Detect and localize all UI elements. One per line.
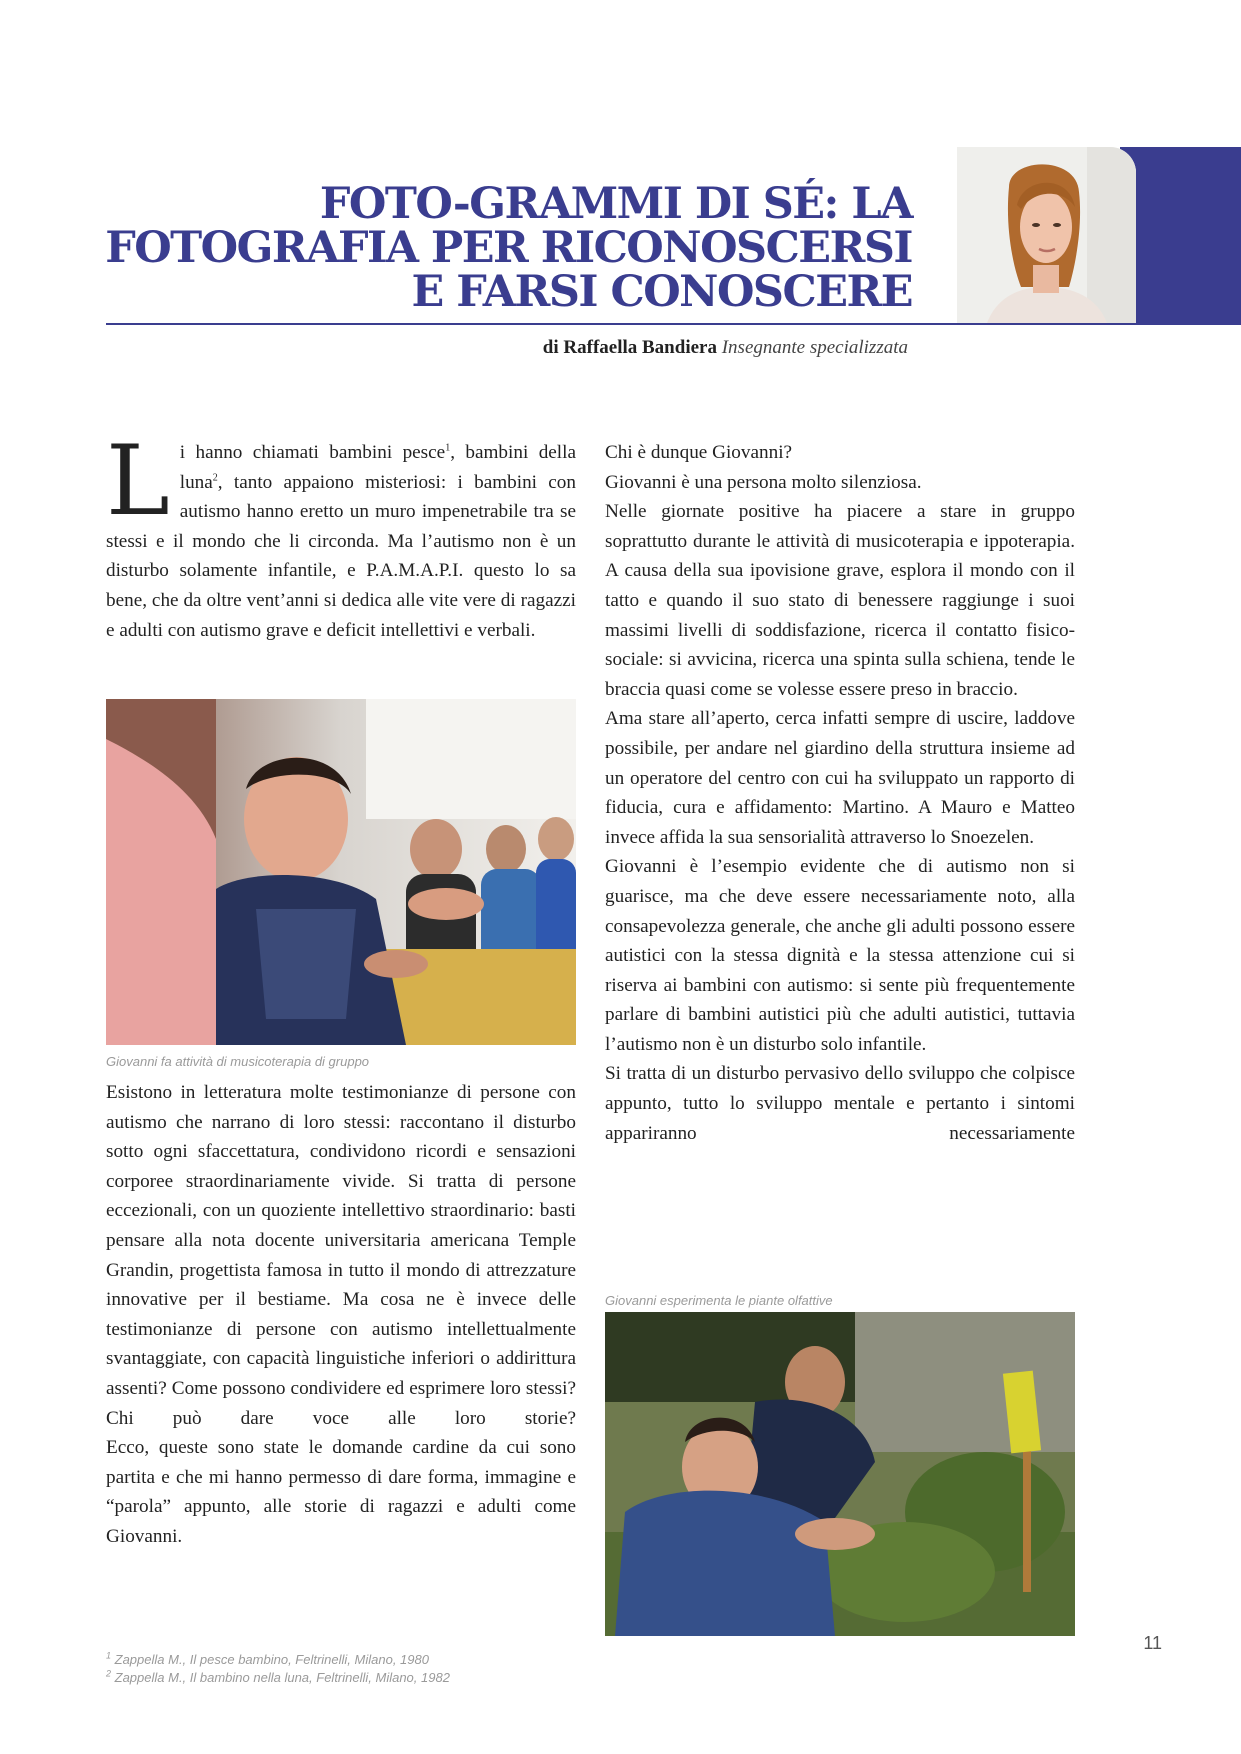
paragraph-awareness: Giovanni è l’esempio evidente che di autismo non si guarisce, ma che deve essere necessariamente noto, alla consapevolezza generale, che anche gli adulti possono essere autistici con la stessa dignità e la stessa attenzione cui si riserva ai bambini con autismo: si sente più frequentemente parlare di bambini autistici più che adulti autistici, tuttavia l’autismo non è un disturbo solo infantile. <box>605 856 1075 1055</box>
article-title <box>100 179 912 317</box>
footnote-1-text: Zappella M., Il pesce bambino, Feltrinelli, Milano, 1980 <box>114 1652 429 1667</box>
author-portrait-image <box>957 147 1136 323</box>
photo-olfactory-plants <box>605 1312 1075 1636</box>
paragraph-pervasive: Si tratta di un disturbo pervasivo dello sviluppo che colpisce appunto, tutto lo sviluppo mentale e pertanto i sintomi appariranno necessariamente <box>605 1063 1075 1144</box>
footnote-2-text: Zappella M., Il bambino nella luna, Feltrinelli, Milano, 1982 <box>114 1670 450 1685</box>
author-name: di Raffaella Bandiera <box>542 337 717 358</box>
photo-caption-2: Giovanni esperimenta le piante olfattive <box>605 1293 833 1308</box>
paragraph-group: Nelle giornate positive ha piacere a stare in gruppo soprattutto durante le attività di musicoterapia e ippoterapia. A causa della sua ipovisione grave, esplora il mondo con il tatto e quando il suo stato di benessere raggiunge i suoi massimi livelli di soddisfazione, ricerca il contatto fisico-sociale: si avvicina, ricerca una spinta sulla schiena, tende le braccia quasi come se volesse essere preso in braccio. <box>605 501 1075 700</box>
footnote-2 <box>106 1670 450 1686</box>
title-line-2: FOTOGRAFIA PER RICONOSCERSI <box>105 223 912 273</box>
paragraph-questions: Ecco, queste sono state le domande cardine da cui sono partita e che mi hanno permesso di dare forma, immagine e “parola” appunto, alle storie di ragazzi e adulti come Giovanni. <box>106 1437 576 1547</box>
photo-music-therapy <box>106 699 576 1045</box>
paragraph-question: Chi è dunque Giovanni? <box>605 442 793 463</box>
olfactory-plants-photo-image <box>605 1312 1075 1636</box>
music-therapy-photo-image <box>106 699 576 1045</box>
title-rule <box>106 323 1241 325</box>
drop-cap: L <box>106 425 170 537</box>
byline <box>400 336 908 360</box>
footnote-ref-1: 1 <box>445 442 451 454</box>
paragraph-outdoors: Ama stare all’aperto, cerca infatti sempre di uscire, laddove possibile, per andare nel giardino della struttura insieme ad un operatore del centro con cui ha sviluppato un rapporto di fiducia, cura e affidamento: Martino. A Mauro e Matteo invece affida la sua sensorialità attraverso lo Snoezelen. <box>605 708 1075 848</box>
page-number: 11 <box>1143 1633 1162 1653</box>
author-role: Insegnante specializzata <box>721 337 908 358</box>
title-line-1: FOTO-GRAMMI DI SÉ: LA <box>319 179 912 229</box>
paragraph-testimonies: Esistono in letteratura molte testimonianze di persone con autismo che narrano di loro stessi: raccontano il disturbo sotto ogni sfaccettatura, condividono ricordi e sensazioni corporee straordinariamente vivide. Si tratta di persone eccezionali, con un quoziente intellettivo straordinario: basti pensare alla nota docente universitaria americana Temple Grandin, progettista famosa in tutto il mondo di attrezzature innovative per il bestiame. Ma cosa ne è invece delle testimonianze di persone con autismo intellettualmente svantaggiate, con capacità linguistiche inferiori o addirittura assenti? Come possono condividere ed esprimere loro stessi? Chi può dare voce alle loro storie? <box>106 1082 576 1429</box>
photo-caption-1: Giovanni fa attività di musicoterapia di gruppo <box>106 1054 370 1069</box>
lead-text-a: i hanno chiamati bambini pesce <box>179 442 446 463</box>
footnote-2-number: 2 <box>106 1668 112 1679</box>
paragraph-silent: Giovanni è una persona molto silenziosa. <box>605 471 922 493</box>
lead-paragraph <box>106 425 576 645</box>
footnote-1-number: 1 <box>106 1650 112 1661</box>
lead-text-c: , tanto appaiono misteriosi: i bambini con autismo hanno eretto un muro impenetrabile tra se stessi e il mondo che li circonda. Ma l’autismo non è un disturbo solamente infantile, e P.A.M.A.P.I. questo lo sa bene, che da oltre vent’anni si dedica alle vite vere di ragazzi e adulti con autismo grave e deficit intellettivi e verbali. <box>106 471 576 641</box>
footnote-ref-2: 2 <box>212 472 218 484</box>
left-column-body <box>106 1078 576 1552</box>
lead-text-b: , bambini della luna <box>179 442 576 493</box>
title-line-3: E FARSI CONOSCERE <box>411 267 912 317</box>
right-column-body <box>605 438 1075 1148</box>
footnote-1 <box>106 1652 429 1668</box>
header-accent-block <box>1120 147 1241 325</box>
author-portrait <box>957 147 1136 323</box>
